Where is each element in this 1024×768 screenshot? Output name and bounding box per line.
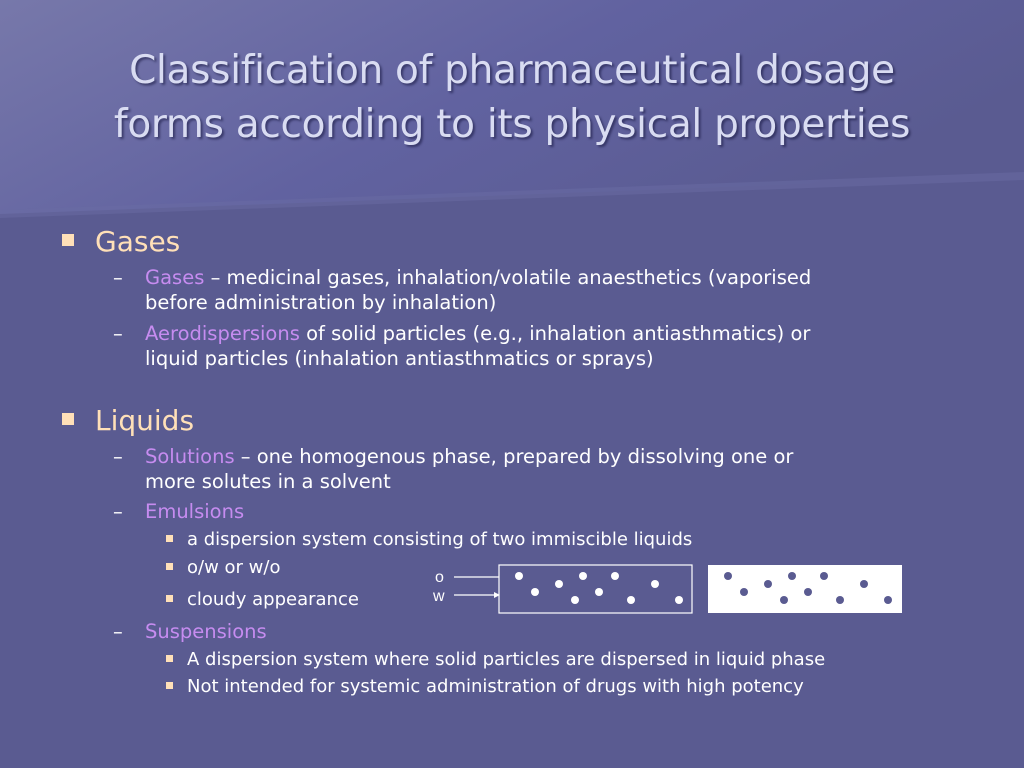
emulsion-point: a dispersion system consisting of two immiscible liquids: [166, 528, 692, 552]
small-square-bullet-icon: [166, 595, 173, 602]
small-square-bullet-icon: [166, 563, 173, 570]
term-solutions: Solutions: [145, 445, 235, 468]
list-item-emulsions: [113, 499, 933, 524]
title-line-2: forms according to its physical properties: [113, 102, 911, 147]
list-item-solutions: – Solutions – one homogenous phase, prepared by dissolving one or more solutes in a solvent: [113, 445, 794, 493]
dash-bullet: –: [113, 620, 123, 643]
dash-bullet: –: [113, 445, 123, 468]
small-square-bullet-icon: [166, 655, 173, 662]
square-bullet-icon: [62, 234, 74, 246]
section-heading-gases: Gases: [62, 225, 180, 259]
emulsion-box-wo: [708, 565, 902, 613]
emulsion-point: o/w or w/o: [166, 556, 280, 580]
term-aerodispersions: Aerodispersions: [145, 322, 300, 345]
emulsion-box-ow: [499, 565, 692, 613]
list-item-suspensions: [113, 619, 933, 644]
small-square-bullet-icon: [166, 535, 173, 542]
term-gases: Gases: [145, 266, 205, 289]
section-heading-liquids: Liquids: [62, 404, 194, 438]
title-line-1: Classification of pharmaceutical dosage: [129, 48, 895, 93]
dash-bullet: –: [113, 500, 123, 523]
small-square-bullet-icon: [166, 682, 173, 689]
list-item-aerodispersions: – Aerodispersions of solid particles (e.g., inhalation antiasthmatics) or liquid particles (inhalation antiasthmatics or sprays): [113, 322, 811, 370]
label-o: o: [435, 569, 444, 586]
term-suspensions: Suspensions: [145, 620, 267, 643]
dash-bullet: –: [113, 322, 123, 345]
emulsion-diagram: [430, 562, 910, 618]
list-item-gases: – Gases – medicinal gases, inhalation/volatile anaesthetics (vaporised before administration by inhalation): [113, 266, 812, 314]
term-emulsions: Emulsions: [145, 500, 245, 523]
label-w: w: [433, 588, 445, 605]
suspension-point: A dispersion system where solid particles are dispersed in liquid phase: [166, 648, 825, 672]
suspension-point: Not intended for systemic administration of drugs with high potency: [166, 675, 804, 699]
emulsion-point: cloudy appearance: [166, 588, 359, 612]
square-bullet-icon: [62, 413, 74, 425]
dash-bullet: –: [113, 266, 123, 289]
